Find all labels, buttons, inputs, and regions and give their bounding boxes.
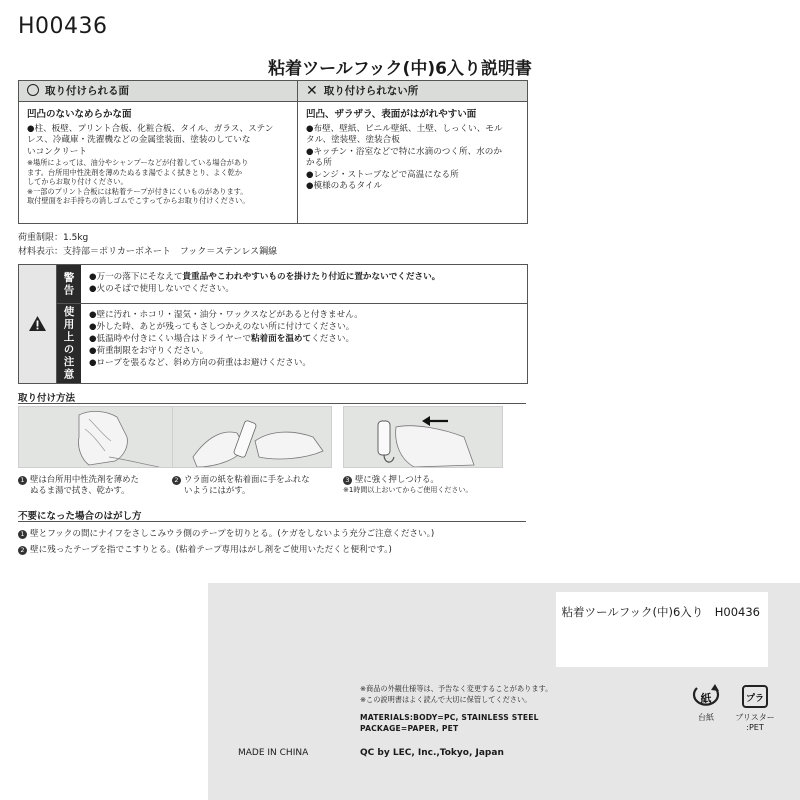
removal-text: 壁とフックの間にナイフをさしこみウラ側のテープを切りとる。(ケガをしないよう充分ご注意ください。) (30, 529, 435, 539)
suitable-note: ※一部のプリント合板には粘着テープが付きにくいものがあります。 (27, 186, 248, 196)
x-mark-icon: ✕ (306, 83, 318, 99)
step-line (172, 474, 337, 485)
made-in: MADE IN CHINA (238, 748, 309, 758)
step-2-illustration (172, 406, 332, 468)
plastic-recycle-icon (740, 684, 770, 710)
caution-line: ●外した時、あとが残ってもさしつかえのない所に付けてください。 (89, 322, 355, 332)
step-number: 3 (343, 476, 352, 485)
suitable-note: ます。台所用中性洗剤を薄めたぬるま湯でよく拭きとり、よく乾か (27, 167, 243, 177)
plastic-recycle-mark (730, 684, 780, 732)
package-notes (360, 684, 552, 705)
page-title: 粘着ツールフック(中)6入り説明書 (268, 59, 532, 79)
step-text: いようにはがす。 (184, 485, 251, 495)
warning-text (89, 271, 440, 295)
step-1-illustration (18, 406, 178, 468)
suitability-table (18, 80, 528, 224)
removal-rule (18, 521, 526, 522)
step-line (18, 474, 178, 485)
removal-number: 2 (18, 546, 27, 555)
suitable-column (27, 109, 293, 206)
column-divider (297, 81, 298, 223)
step-text: 壁は台所用中性洗剤を薄めた (30, 474, 139, 484)
caution-line-emphasis: 粘着面を温めて (250, 334, 312, 344)
paper-recycle-icon (691, 684, 721, 710)
package-label-box (556, 592, 768, 667)
package-materials (360, 712, 539, 734)
paper-recycle-label: 台紙 (698, 713, 714, 722)
removal-number: 1 (18, 530, 27, 539)
unsuitable-line: ●キッチン・浴室などで特に水滴のつく所、水のか (306, 146, 502, 157)
caution-text (89, 309, 363, 369)
paper-recycle-glyph: 紙 (700, 692, 712, 705)
unsuitable-column (306, 109, 524, 193)
caution-line-start: ●低温時や付きにくい場合はドライヤーで (89, 334, 251, 344)
suitable-header-label: 取り付けられる面 (45, 85, 129, 97)
package-note: ※商品の外観仕様等は、予告なく変更することがあります。 (360, 684, 553, 693)
step-text: ぬるま湯で拭き、乾かす。 (30, 485, 130, 495)
unsuitable-line: ●布壁、壁紙、ビニル壁紙、土壁、しっくい、モル (306, 123, 503, 134)
suitable-subheading: 凹凸のないなめらかな面 (27, 109, 132, 120)
caution-line-end: ください。 (311, 334, 355, 344)
warning-label: 警告 (57, 265, 81, 303)
materials-line: PACKAGE=PAPER, PET (360, 724, 459, 733)
plastic-recycle-glyph: プラ (745, 694, 765, 704)
removal-title: 不要になった場合のはがし方 (18, 511, 142, 522)
load-limit: 荷重制限：1.5kg (18, 233, 89, 243)
warning-line (89, 271, 440, 283)
ok-circle-icon (27, 84, 39, 96)
warning-line-emphasis: 貴重品やこわれやすいものを掛けたり付近に置かないでください。 (182, 272, 441, 282)
step-text: 壁に強く押しつける。 (355, 474, 439, 484)
caution-line: ●ロープを張るなど、斜め方向の荷重はお避けください。 (89, 358, 311, 368)
step-number: 2 (172, 476, 181, 485)
suitable-note: ※場所によっては、油分やシャンプーなどが付着している場合があり (27, 158, 249, 167)
step-1-caption (18, 474, 178, 496)
caution-line: ●壁に汚れ・ホコリ・湿気・油分・ワックスなどがあると付きません。 (89, 310, 363, 320)
warning-line: ●火のそばで使用しないでください。 (89, 284, 234, 294)
warning-icon-column (19, 265, 57, 383)
wiping-hand-icon (19, 407, 178, 468)
step-2-caption (172, 474, 337, 496)
unsuitable-line: かる所 (306, 158, 332, 168)
removal-text: 壁に残ったテープを指でこすりとる。(粘着テープ専用はがし剤をご使用いただくと便利です。) (30, 545, 392, 555)
unsuitable-subheading: 凹凸、ザラザラ、表面がはがれやすい面 (306, 109, 477, 120)
unsuitable-header (298, 81, 527, 102)
removal-item-1 (18, 527, 434, 539)
package-label: 粘着ツールフック(中)6入り H00436 (561, 605, 760, 619)
press-hook-icon (344, 407, 503, 468)
steps-title: 取り付け方法 (18, 393, 76, 404)
caution-line (89, 333, 363, 345)
suitable-note: してからお取り付けください。 (27, 177, 128, 187)
caution-line: ●荷重制限をお守りください。 (89, 346, 209, 356)
step-text: ウラ面の紙を粘着面に手をふれな (184, 474, 310, 484)
suitable-line: ●柱、板壁、プリント合板、化粧合板、タイル、ガラス、ステン (27, 123, 274, 134)
step-line (343, 474, 513, 485)
step-3-illustration (343, 406, 503, 468)
materials-line: MATERIALS:BODY=PC, STAINLESS STEEL (360, 713, 539, 722)
package-panel (208, 583, 800, 800)
warning-triangle-icon (28, 315, 47, 332)
unsuitable-line: タル、塗装壁、塗装合板 (306, 135, 400, 145)
unsuitable-line: ●模様のあるタイル (306, 181, 383, 191)
paper-recycle-mark (690, 684, 722, 723)
qc-credit: QC by LEC, Inc.,Tokyo, Japan (360, 748, 504, 758)
warning-box (18, 264, 528, 384)
plastic-recycle-label: ブリスター (735, 713, 775, 722)
step-note: ※1時間以上おいてからご使用ください。 (343, 486, 473, 494)
suitable-line: いコンクリート (27, 146, 87, 157)
suitable-note: 取付壁面をお手持ちの消しゴムでこすってからお取り付けください。 (27, 196, 250, 206)
step-number: 1 (18, 476, 27, 485)
warning-line-start: ●万一の落下にそなえて (89, 272, 183, 282)
package-note: ※この説明書はよく読んで大切に保管してください。 (360, 694, 532, 704)
peeling-hands-icon (173, 407, 332, 468)
unsuitable-line: ●レンジ・ストーブなどで高温になる所 (306, 169, 459, 180)
warning-divider (57, 303, 527, 304)
unsuitable-header-label: 取り付けられない所 (323, 85, 419, 97)
steps-rule (18, 403, 526, 404)
removal-item-2 (18, 543, 392, 555)
caution-label: 使用上の注意 (57, 304, 81, 383)
plastic-recycle-label: :PET (746, 723, 764, 732)
suitable-line: レス、冷蔵庫・洗濯機などの金属塗装面、塗装のしていな (27, 135, 251, 145)
suitable-header (19, 81, 297, 102)
material-info: 材料表示：支持部＝ポリカーボネート フック＝ステンレス鋼線 (18, 247, 278, 257)
product-code: H00436 (18, 14, 108, 39)
step-3-caption (343, 474, 513, 496)
